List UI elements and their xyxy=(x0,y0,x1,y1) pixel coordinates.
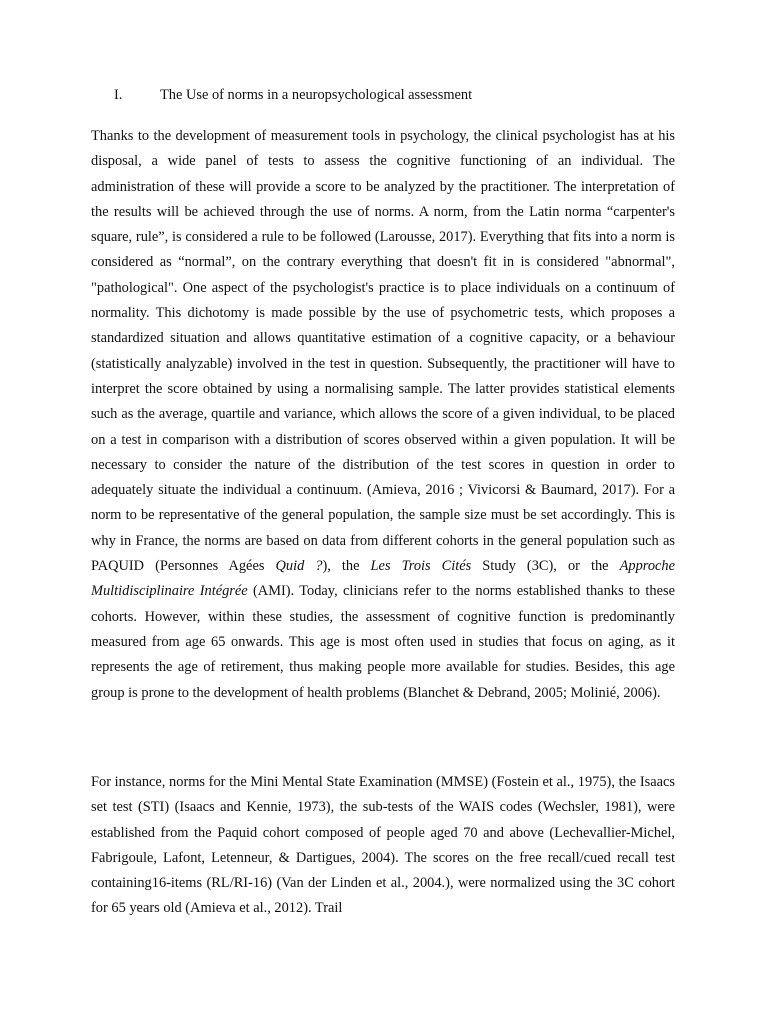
paragraph-2 xyxy=(91,770,675,922)
paragraph-1-text: Thanks to the development of measurement tools in psychology, the clinical psychologist has at his disposal, a wide panel of tests to assess the cognitive functioning of an individual. The administration of these will provide a score to be analyzed by the practitioner. The interpretation of the results will be achieved through the use of norms. A norm, from the Latin norma “carpenter's square, rule”, is considered a rule to be followed (Larousse, 2017). Everything that fits into a norm is considered as “normal”, on the contrary everything that doesn't fit in is considered "abnormal", "pathological". One aspect of the psychologist's practice is to place individuals on a continuum of normality. This dichotomy is made possible by the use of psychometric tests, which proposes a standardized situation and allows quantitative estimation of a cognitive capacity, or a behaviour (statistically analyzable) involved in the test in question. Subsequently, the practitioner will have to interpret the score obtained by using a normalising sample. The latter provides statistical elements such as the average, quartile and variance, which allows the score of a given individual, to be placed on a test in comparison with a distribution of scores observed within a given population. It will be necessary to consider the nature of the distribution of the test scores in question in order to adequately situate the individual a continuum. (Amieva, 2016 ; Vivicorsi & Baumard, 2017). For a norm to be representative of the general population, the sample size must be set accordingly. This is why in France, the norms are based on data from different cohorts in the general population such as PAQUID (Personnes Agées xyxy=(91,128,675,575)
section-title: The Use of norms in a neuropsychological assessment xyxy=(160,87,473,103)
paragraph-1-italic-ami: Approche Multidisciplinaire Intégrée xyxy=(91,558,676,600)
paragraph-1 xyxy=(91,124,675,706)
paragraph-1-text: (AMI). Today, clinicians refer to the norms established thanks to these cohorts. However, within these studies, the assessment of cognitive function is predominantly measured from age 65 onwards. This age is most often used in studies that focus on aging, as it represents the age of retirement, thus making people more available for studies. Besides, this age group is prone to the development of health problems (Blanchet & Debrand, 2005; Molinié, 2006). xyxy=(91,583,675,701)
paragraph-1-text: Study (3C), or the xyxy=(471,558,620,575)
section-heading xyxy=(114,85,472,105)
section-number: I. xyxy=(114,87,123,103)
paragraph-1-italic-quid: Quid ? xyxy=(275,558,323,575)
paragraph-1-text: ), the xyxy=(322,558,371,575)
paragraph-1-italic-trois-cites: Les Trois Cités xyxy=(370,558,472,575)
paragraph-2-text: For instance, norms for the Mini Mental State Examination (MMSE) (Fostein et al., 1975), the Isaacs set test (STI) (Isaacs and Kennie, 1973), the sub-tests of the WAIS codes (Wechsler, 1981), were established from the Paquid cohort composed of people aged 70 and above (Lechevallier-Michel, Fabrigoule, Lafont, Letenneur, & Dartigues, 2004). The scores on the free recall/cued recall test containing16-items (RL/RI-16) (Van der Linden et al., 2004.), were normalized using the 3C cohort for 65 years old (Amieva et al., 2012). Trail xyxy=(91,774,675,917)
